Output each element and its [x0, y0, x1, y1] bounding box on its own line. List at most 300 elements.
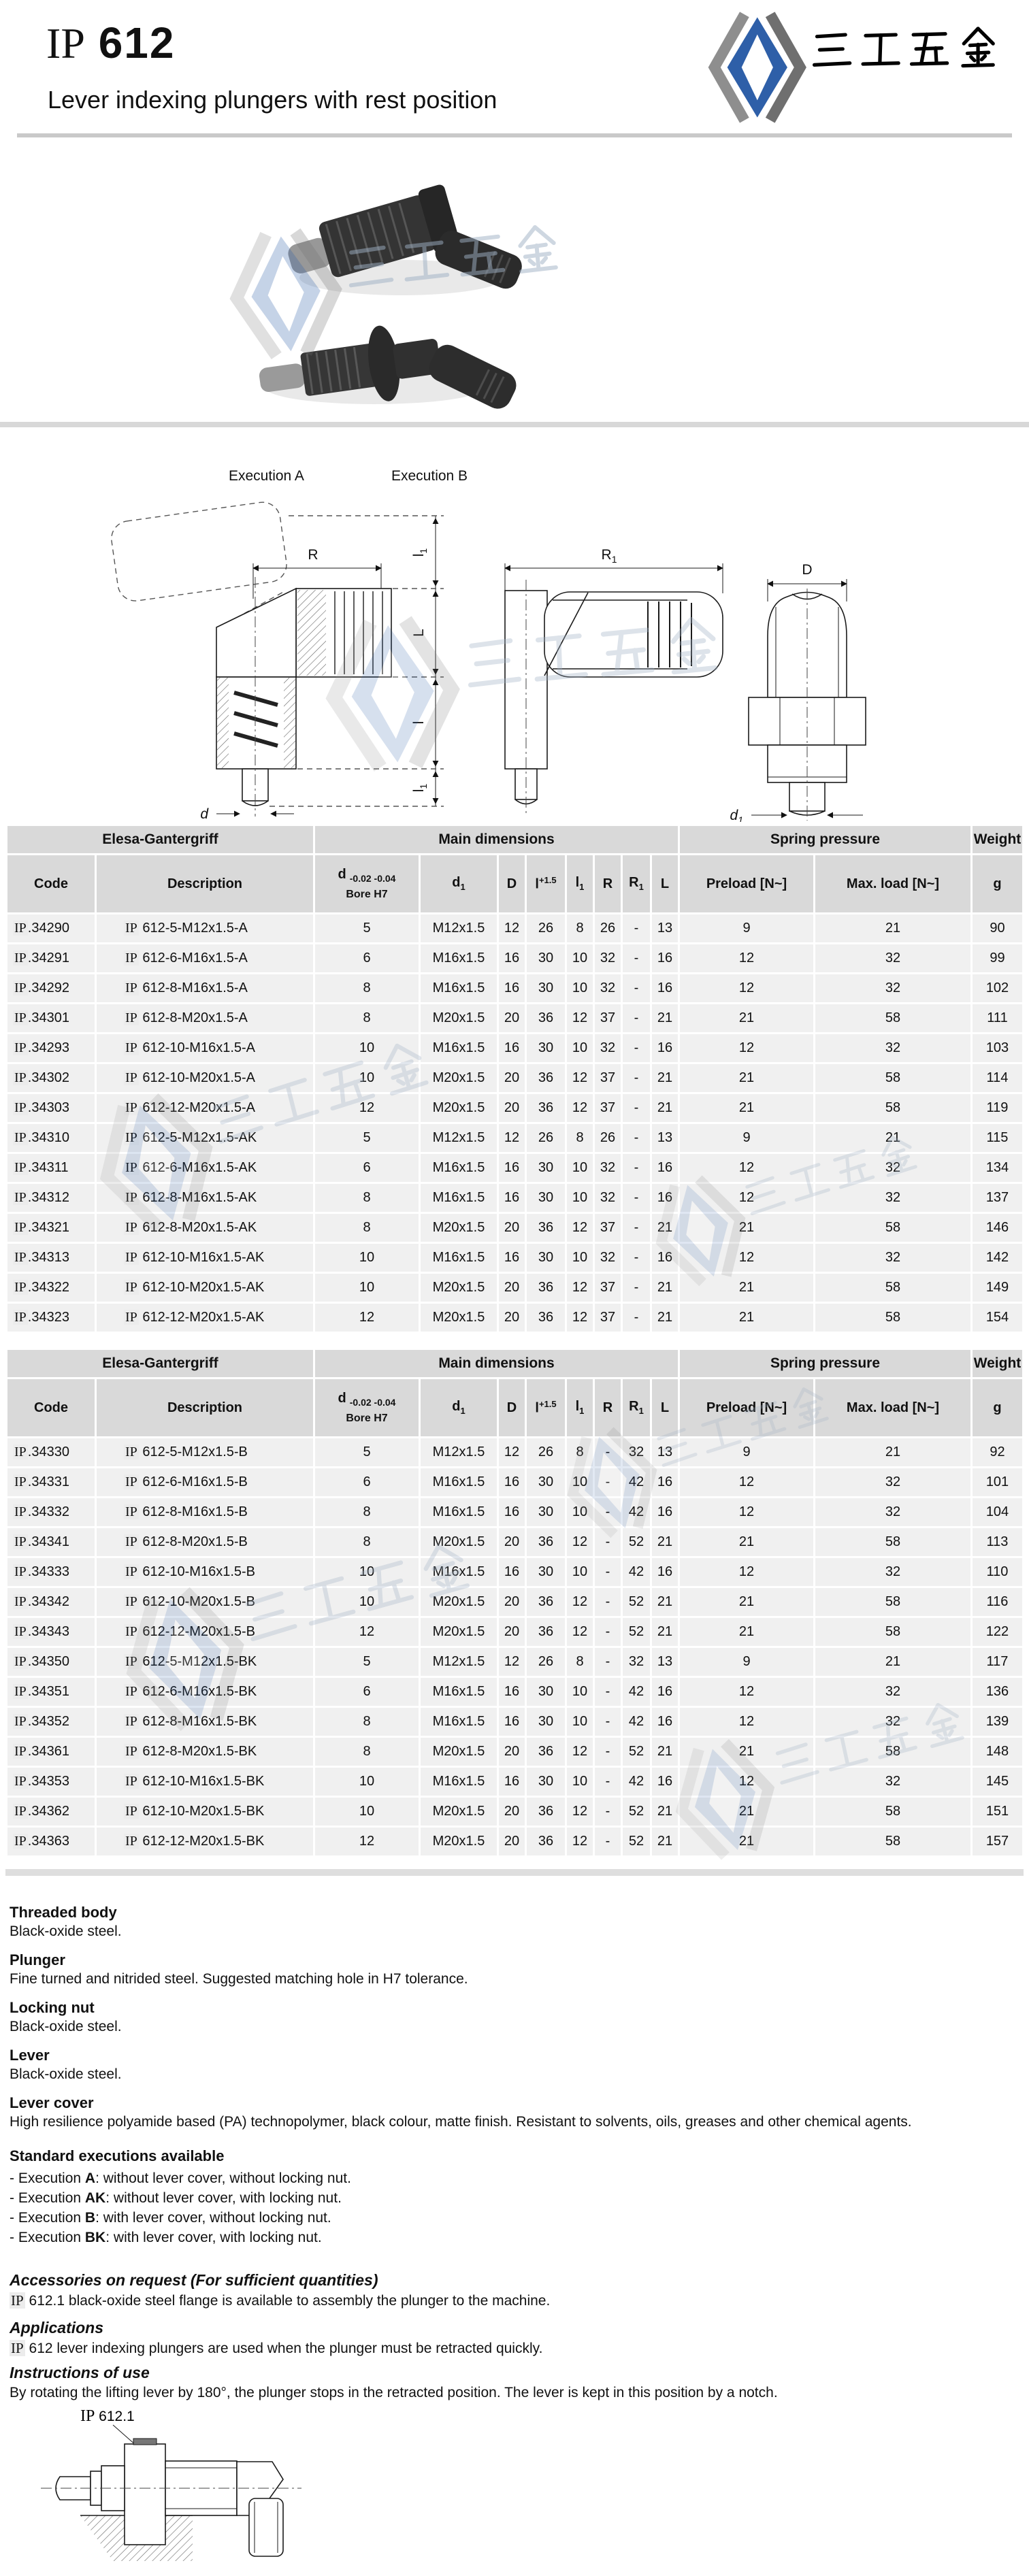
value-cell: 12 [315, 1304, 419, 1332]
table-row [7, 1648, 1022, 1676]
value-cell: 10 [567, 944, 593, 972]
description-cell: IP 612-5-M12x1.5-BK [97, 1648, 313, 1676]
group-header: Elesa-Gantergriff [7, 1350, 313, 1377]
value-cell: 10 [567, 1468, 593, 1496]
value-cell: 8 [567, 1438, 593, 1466]
code-cell: IP .34293 [7, 1034, 95, 1062]
value-cell: M16x1.5 [421, 944, 497, 972]
value-cell: 37 [595, 1064, 621, 1092]
value-cell: 12 [680, 1498, 813, 1526]
section-standard-executions [10, 2147, 1019, 2249]
value-cell: 12 [567, 1618, 593, 1646]
code-cell: IP .34313 [7, 1244, 95, 1272]
value-cell: - [595, 1438, 621, 1466]
group-header: Main dimensions [315, 1350, 678, 1377]
value-cell: M12x1.5 [421, 1648, 497, 1676]
table-row [7, 1798, 1022, 1826]
value-cell: 20 [499, 1214, 525, 1242]
dim-r-label: R [308, 547, 318, 563]
value-cell: - [623, 1034, 650, 1062]
value-cell: 32 [595, 974, 621, 1002]
column-header: $d_1$ [421, 855, 497, 912]
value-cell: 21 [680, 1828, 813, 1855]
value-cell: 122 [973, 1618, 1022, 1646]
value-cell: - [623, 1274, 650, 1302]
value-cell: 26 [595, 914, 621, 942]
code-cell: IP .34330 [7, 1438, 95, 1466]
ip-mark: IP [125, 1100, 137, 1115]
ip-mark: IP [14, 980, 27, 995]
table-row [7, 1588, 1022, 1616]
value-cell: 32 [815, 1678, 970, 1706]
value-cell: 42 [623, 1768, 650, 1796]
section-title: Applications [10, 2319, 104, 2336]
value-cell: 20 [499, 1004, 525, 1032]
value-cell: 10 [315, 1244, 419, 1272]
value-cell: 36 [527, 1064, 565, 1092]
value-cell: 103 [973, 1034, 1022, 1062]
value-cell: 30 [527, 1154, 565, 1182]
value-cell: 20 [499, 1738, 525, 1766]
value-cell: M20x1.5 [421, 1094, 497, 1122]
value-cell: 9 [680, 1648, 813, 1676]
ip-mark: IP [125, 1010, 137, 1025]
value-cell: 10 [567, 1708, 593, 1736]
dim-d1-label: $d_1$ [730, 808, 743, 822]
ip-mark: IP [125, 1684, 137, 1699]
table-row [7, 1558, 1022, 1586]
value-cell: 12 [567, 1064, 593, 1092]
value-cell: M16x1.5 [421, 1244, 497, 1272]
value-cell: 16 [652, 1468, 678, 1496]
page-title [46, 18, 175, 69]
value-cell: M16x1.5 [421, 1468, 497, 1496]
value-cell: M16x1.5 [421, 1768, 497, 1796]
description-cell: IP 612-10-M16x1.5-A [97, 1034, 313, 1062]
dim-l1-upper-label: $l_1$ [411, 548, 429, 557]
section-threaded-body [10, 1904, 1019, 1940]
product-photo [238, 163, 531, 418]
ip-mark: IP [125, 1654, 137, 1669]
column-header: Description [97, 1379, 313, 1436]
table-row [7, 1004, 1022, 1032]
value-cell: 157 [973, 1828, 1022, 1855]
ip-mark: IP [14, 1070, 27, 1085]
code-cell: IP .34361 [7, 1738, 95, 1766]
execution-item: - Execution B: with lever cover, without locking nut. [10, 2210, 331, 2226]
value-cell: 16 [652, 1034, 678, 1062]
value-cell: 8 [315, 1528, 419, 1556]
value-cell: - [623, 1064, 650, 1092]
value-cell: 32 [595, 944, 621, 972]
value-cell: 8 [315, 1214, 419, 1242]
ip-mark: IP [125, 1564, 137, 1579]
table-row [7, 1094, 1022, 1122]
value-cell: 99 [973, 944, 1022, 972]
ip-mark: IP [14, 1594, 27, 1609]
code-cell: IP .34321 [7, 1214, 95, 1242]
value-cell: 32 [815, 1498, 970, 1526]
value-cell: M20x1.5 [421, 1618, 497, 1646]
value-cell: 42 [623, 1498, 650, 1526]
ip-mark: IP [125, 1130, 137, 1145]
value-cell: 58 [815, 1274, 970, 1302]
ip-mark: IP [125, 1594, 137, 1609]
code-cell: IP .34352 [7, 1708, 95, 1736]
value-cell: 102 [973, 974, 1022, 1002]
column-header: Max. load [N~] [815, 855, 970, 912]
value-cell: 8 [315, 1708, 419, 1736]
value-cell: 52 [623, 1738, 650, 1766]
technical-drawing [0, 435, 1029, 825]
value-cell: 12 [567, 1004, 593, 1032]
value-cell: 30 [527, 1468, 565, 1496]
ip-mark: IP [125, 1190, 137, 1205]
column-header: L [652, 1379, 678, 1436]
value-cell: - [595, 1798, 621, 1826]
value-cell: 12 [567, 1094, 593, 1122]
code-cell: IP .34343 [7, 1618, 95, 1646]
value-cell: 21 [680, 1738, 813, 1766]
code-cell: IP .34310 [7, 1124, 95, 1152]
dimension-table-b [5, 1348, 1024, 1857]
value-cell: 16 [499, 1678, 525, 1706]
value-cell: M20x1.5 [421, 1798, 497, 1826]
ip-mark: IP [125, 1280, 137, 1295]
value-cell: 21 [815, 1438, 970, 1466]
code-cell: IP .34332 [7, 1498, 95, 1526]
column-header: Code [7, 1379, 95, 1436]
value-cell: 10 [567, 1154, 593, 1182]
value-cell: 8 [315, 1498, 419, 1526]
ip-mark: IP [14, 1280, 27, 1295]
ip-mark: IP [14, 1654, 27, 1669]
value-cell: M16x1.5 [421, 974, 497, 1002]
value-cell: 5 [315, 1124, 419, 1152]
value-cell: 20 [499, 1274, 525, 1302]
value-cell: 12 [567, 1588, 593, 1616]
group-header: Spring pressure [680, 826, 970, 853]
column-header: $R_1$ [623, 1379, 650, 1436]
value-cell: - [595, 1678, 621, 1706]
ip-mark: IP [14, 1744, 27, 1759]
value-cell: 16 [652, 1154, 678, 1182]
value-cell: 37 [595, 1094, 621, 1122]
description-cell: IP 612-5-M12x1.5-B [97, 1438, 313, 1466]
value-cell: 36 [527, 1304, 565, 1332]
brand-text [815, 29, 994, 66]
code-cell: IP .34301 [7, 1004, 95, 1032]
value-cell: 12 [680, 1244, 813, 1272]
value-cell: 32 [595, 1184, 621, 1212]
value-cell: 36 [527, 1094, 565, 1122]
value-cell: 20 [499, 1304, 525, 1332]
value-cell: M20x1.5 [421, 1304, 497, 1332]
value-cell: 149 [973, 1274, 1022, 1302]
value-cell: 16 [652, 974, 678, 1002]
column-header: R [595, 1379, 621, 1436]
column-header: d $_{-0.02 -0.04}$ Bore H7 [315, 855, 419, 912]
value-cell: 12 [567, 1828, 593, 1855]
value-cell: 21 [680, 1214, 813, 1242]
ip-mark: IP [14, 951, 27, 965]
value-cell: M20x1.5 [421, 1214, 497, 1242]
value-cell: 12 [567, 1274, 593, 1302]
value-cell: 30 [527, 1034, 565, 1062]
value-cell: 12 [567, 1528, 593, 1556]
value-cell: 58 [815, 1618, 970, 1646]
ip-mark: IP [125, 1534, 137, 1549]
ip-mark: IP [14, 1504, 27, 1519]
section-title: Lever [10, 2047, 50, 2064]
value-cell: 30 [527, 1244, 565, 1272]
description-cell: IP 612-8-M16x1.5-AK [97, 1184, 313, 1212]
value-cell: 10 [315, 1768, 419, 1796]
code-cell: IP .34322 [7, 1274, 95, 1302]
ip-mark: IP [14, 1564, 27, 1579]
table-row [7, 914, 1022, 942]
ip-mark: IP [14, 1130, 27, 1145]
value-cell: 21 [680, 1064, 813, 1092]
dim-d-label: d [200, 806, 208, 822]
value-cell: 148 [973, 1738, 1022, 1766]
value-cell: 12 [567, 1798, 593, 1826]
value-cell: 104 [973, 1498, 1022, 1526]
accessory-label: IP 612.1 [80, 2407, 135, 2425]
value-cell: M20x1.5 [421, 1588, 497, 1616]
execution-b-label: Execution B [391, 468, 468, 484]
value-cell: 21 [680, 1004, 813, 1032]
value-cell: M20x1.5 [421, 1004, 497, 1032]
value-cell: M20x1.5 [421, 1274, 497, 1302]
value-cell: 52 [623, 1528, 650, 1556]
value-cell: 9 [680, 1124, 813, 1152]
value-cell: 21 [652, 1528, 678, 1556]
value-cell: M16x1.5 [421, 1558, 497, 1586]
value-cell: 8 [567, 1124, 593, 1152]
ip-mark: IP [11, 2292, 24, 2309]
value-cell: 12 [680, 944, 813, 972]
value-cell: 12 [567, 1304, 593, 1332]
value-cell: 21 [680, 1304, 813, 1332]
ip-mark: IP [125, 1834, 137, 1849]
value-cell: 20 [499, 1588, 525, 1616]
ip-mark: IP [14, 1834, 27, 1849]
ip-mark: IP [125, 1310, 137, 1325]
value-cell: 146 [973, 1214, 1022, 1242]
section-text: IP 612 lever indexing plungers are used when the plunger must be retracted quickly. [11, 2340, 543, 2356]
value-cell: 10 [567, 1498, 593, 1526]
code-cell: IP .34323 [7, 1304, 95, 1332]
execution-a-figure [109, 500, 444, 822]
value-cell: 9 [680, 1438, 813, 1466]
ip-mark: IP [125, 1624, 137, 1639]
ip-mark: IP [125, 1444, 137, 1459]
execution-item: - Execution AK: without lever cover, with locking nut. [10, 2190, 342, 2206]
value-cell: 12 [499, 1124, 525, 1152]
value-cell: 10 [567, 1244, 593, 1272]
value-cell: 10 [567, 1034, 593, 1062]
table-row [7, 1468, 1022, 1496]
value-cell: 114 [973, 1064, 1022, 1092]
value-cell: M16x1.5 [421, 1678, 497, 1706]
value-cell: 58 [815, 1738, 970, 1766]
ip-mark: IP [125, 1744, 137, 1759]
value-cell: 21 [652, 1618, 678, 1646]
front-view-figure [730, 562, 866, 822]
section-title: Plunger [10, 1951, 65, 1968]
code-cell: IP .34312 [7, 1184, 95, 1212]
code-cell: IP .34353 [7, 1768, 95, 1796]
value-cell: 32 [815, 1558, 970, 1586]
value-cell: 142 [973, 1244, 1022, 1272]
value-cell: 30 [527, 1498, 565, 1526]
code-cell: IP .34303 [7, 1094, 95, 1122]
section-locking-nut [10, 1999, 1019, 2035]
value-cell: - [595, 1498, 621, 1526]
accessory-drawing [33, 2403, 312, 2576]
code-cell: IP .34341 [7, 1528, 95, 1556]
ip-mark: IP [14, 1444, 27, 1459]
value-cell: 58 [815, 1588, 970, 1616]
value-cell: 20 [499, 1828, 525, 1855]
column-header: Description [97, 855, 313, 912]
value-cell: 20 [499, 1528, 525, 1556]
value-cell: - [595, 1738, 621, 1766]
value-cell: 21 [652, 1828, 678, 1855]
value-cell: 6 [315, 1468, 419, 1496]
ip-mark: IP [14, 1040, 27, 1055]
ip-mark: IP [125, 1774, 137, 1789]
section-accessories [10, 2271, 1019, 2309]
value-cell: 21 [680, 1094, 813, 1122]
description-cell: IP 612-8-M16x1.5-A [97, 974, 313, 1002]
section-title: Locking nut [10, 1999, 95, 2016]
value-cell: 58 [815, 1528, 970, 1556]
column-header: g [973, 1379, 1022, 1436]
section-text: By rotating the lifting lever by 180°, the plunger stops in the retracted position. The lever is kept in this position by a notch. [10, 2385, 778, 2400]
value-cell: 21 [680, 1798, 813, 1826]
section-title: Threaded body [10, 1904, 117, 1921]
value-cell: - [595, 1558, 621, 1586]
tables-divider [5, 1869, 1024, 1876]
value-cell: 30 [527, 1678, 565, 1706]
ip-mark: IP [14, 1160, 27, 1175]
value-cell: 21 [652, 1304, 678, 1332]
value-cell: 139 [973, 1708, 1022, 1736]
value-cell: 12 [680, 1154, 813, 1182]
description-cell: IP 612-6-M16x1.5-B [97, 1468, 313, 1496]
value-cell: M16x1.5 [421, 1034, 497, 1062]
table-row [7, 1618, 1022, 1646]
value-cell: 32 [815, 1468, 970, 1496]
ip-mark: IP [14, 1220, 27, 1235]
value-cell: 113 [973, 1528, 1022, 1556]
value-cell: M20x1.5 [421, 1064, 497, 1092]
value-cell: 12 [499, 1438, 525, 1466]
value-cell: 16 [652, 1244, 678, 1272]
value-cell: - [595, 1528, 621, 1556]
section-title: Accessories on request (For sufficient quantities) [10, 2271, 378, 2289]
ip-mark: IP [125, 1804, 137, 1819]
value-cell: 21 [680, 1274, 813, 1302]
dim-l1-lower-label: $l_1$ [411, 783, 429, 793]
description-cell: IP 612-10-M16x1.5-AK [97, 1244, 313, 1272]
ip-mark: IP [14, 921, 27, 936]
column-header: Code [7, 855, 95, 912]
value-cell: 36 [527, 1214, 565, 1242]
value-cell: - [623, 1124, 650, 1152]
value-cell: 16 [499, 974, 525, 1002]
value-cell: 42 [623, 1678, 650, 1706]
value-cell: 32 [815, 1184, 970, 1212]
ip-mark: IP [125, 1714, 137, 1729]
value-cell: 10 [315, 1034, 419, 1062]
description-cell: IP 612-8-M20x1.5-B [97, 1528, 313, 1556]
code-cell: IP .34350 [7, 1648, 95, 1676]
value-cell: - [623, 1154, 650, 1182]
value-cell: - [623, 974, 650, 1002]
code-cell: IP .34290 [7, 914, 95, 942]
ip-mark: IP [14, 1534, 27, 1549]
value-cell: 117 [973, 1648, 1022, 1676]
group-header: Weight [973, 826, 1022, 853]
column-header: $l_1$ [567, 855, 593, 912]
value-cell: 10 [315, 1798, 419, 1826]
ip-mark: IP [125, 1250, 137, 1265]
description-cell: IP 612-12-M20x1.5-A [97, 1094, 313, 1122]
dim-L-label: L [411, 629, 427, 637]
value-cell: 58 [815, 1214, 970, 1242]
value-cell: 12 [567, 1738, 593, 1766]
value-cell: 21 [680, 1618, 813, 1646]
brand-logo-graphic [704, 10, 1012, 125]
description-cell: IP 612-6-M16x1.5-A [97, 944, 313, 972]
section-title: Lever cover [10, 2094, 94, 2111]
table-row [7, 1438, 1022, 1466]
value-cell: 21 [652, 1588, 678, 1616]
value-cell: 20 [499, 1618, 525, 1646]
value-cell: 151 [973, 1798, 1022, 1826]
value-cell: 13 [652, 914, 678, 942]
value-cell: 16 [652, 1768, 678, 1796]
description-cell: IP 612-8-M16x1.5-B [97, 1498, 313, 1526]
table-row [7, 1304, 1022, 1332]
value-cell: 12 [680, 1558, 813, 1586]
value-cell: 58 [815, 1094, 970, 1122]
value-cell: - [623, 1094, 650, 1122]
ip-mark: IP [125, 1220, 137, 1235]
table-row [7, 1768, 1022, 1796]
ip-mark: IP [14, 1100, 27, 1115]
value-cell: M16x1.5 [421, 1154, 497, 1182]
value-cell: 10 [567, 1678, 593, 1706]
value-cell: M16x1.5 [421, 1498, 497, 1526]
value-cell: - [595, 1468, 621, 1496]
description-cell: IP 612-10-M16x1.5-B [97, 1558, 313, 1586]
value-cell: 20 [499, 1798, 525, 1826]
ip-mark: IP [14, 1250, 27, 1265]
value-cell: 42 [623, 1468, 650, 1496]
value-cell: 8 [315, 1184, 419, 1212]
value-cell: 5 [315, 1438, 419, 1466]
description-cell: IP 612-8-M20x1.5-AK [97, 1214, 313, 1242]
product-number: 612 [84, 18, 176, 67]
column-header: $l^{+1.5}$ [527, 855, 565, 912]
value-cell: 6 [315, 944, 419, 972]
value-cell: 21 [652, 1738, 678, 1766]
value-cell: 32 [815, 1768, 970, 1796]
